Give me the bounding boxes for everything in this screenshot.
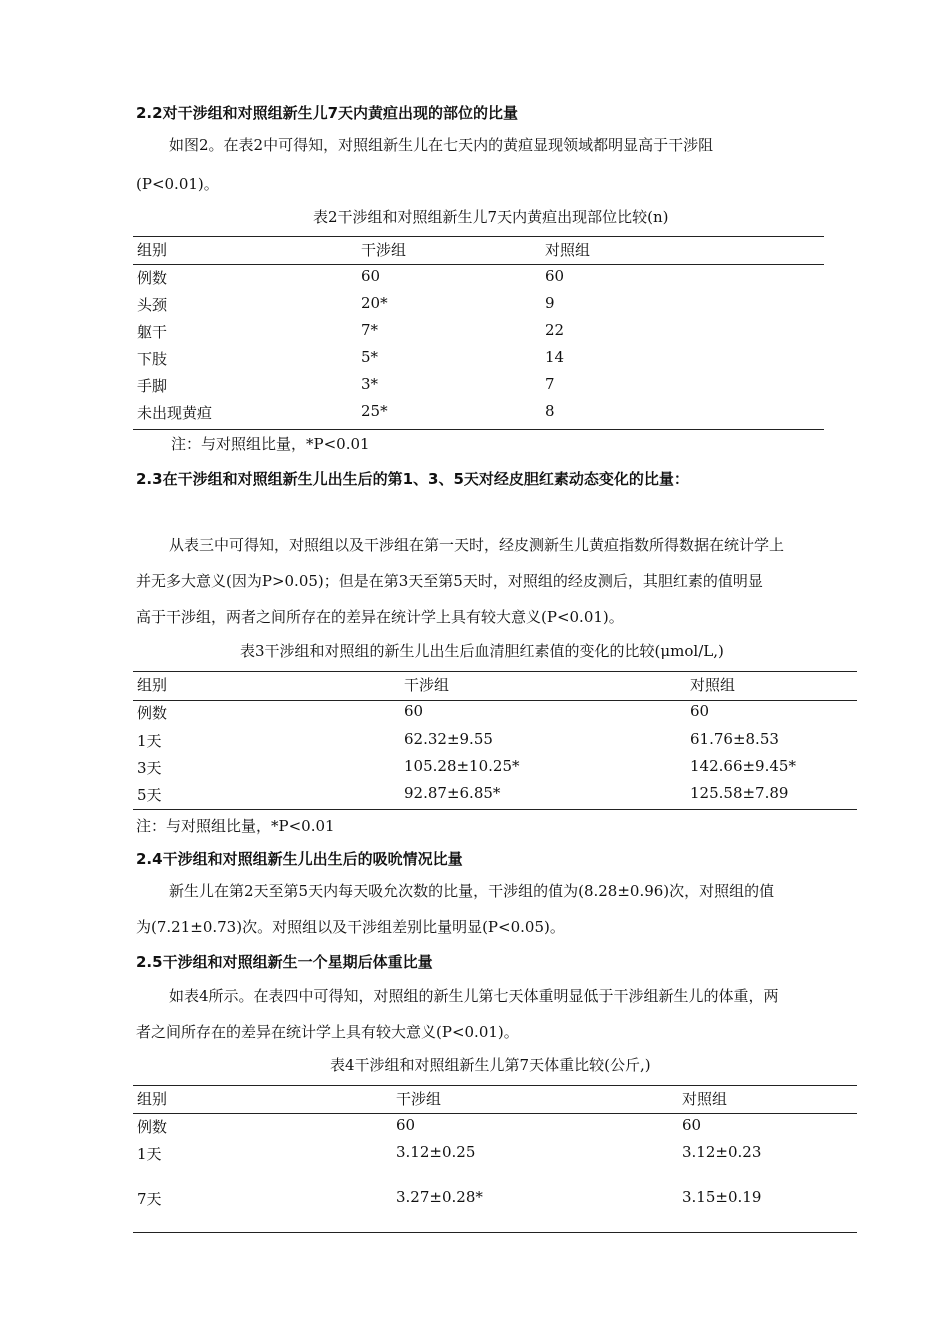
table-3-header-group: 组别 xyxy=(137,676,168,694)
table-2-cell: 9 xyxy=(545,294,555,312)
table-3-cell: 105.28±10.25* xyxy=(404,757,520,775)
table-4-header-intervention: 干涉组 xyxy=(396,1090,442,1108)
section-2-2-paragraph-line-2: (P<0.01)。 xyxy=(136,175,219,193)
table-2-cell: 8 xyxy=(545,402,555,420)
table-3-cell: 142.66±9.45* xyxy=(690,757,796,775)
table-2-header-control: 对照组 xyxy=(545,241,591,259)
table-3-cell: 60 xyxy=(404,702,424,720)
table-3-cell: 1天 xyxy=(137,732,162,750)
table-4-header-group: 组别 xyxy=(137,1090,168,1108)
table-3-header-rule xyxy=(133,700,857,701)
section-2-3-paragraph-line-2: 并无多大意义(因为P>0.05)；但是在第3天至第5天时，对照组的经皮测后，其胆红素的值明显 xyxy=(136,572,763,590)
table-3-caption: 表3干涉组和对照组的新生儿出生后血清胆红素值的变化的比较(μmol/L,) xyxy=(240,642,724,660)
section-2-3-paragraph-line-3: 高于干涉组，两者之间所存在的差异在统计学上具有较大意义(P<0.01)。 xyxy=(136,608,624,626)
table-3-cell: 92.87±6.85* xyxy=(404,784,501,802)
table-4-caption: 表4干涉组和对照组新生儿第7天体重比较(公斤,) xyxy=(330,1056,651,1074)
table-3-cell: 61.76±8.53 xyxy=(690,730,779,748)
table-4-cell: 3.15±0.19 xyxy=(682,1188,762,1206)
table-2-cell: 例数 xyxy=(137,269,168,287)
table-4-cell: 例数 xyxy=(137,1118,168,1136)
table-4-cell: 3.27±0.28* xyxy=(396,1188,483,1206)
table-2-cell: 躯干 xyxy=(137,323,168,341)
table-2-cell: 未出现黄疸 xyxy=(137,404,213,422)
table-3-bottom-rule xyxy=(133,809,857,810)
table-4-cell: 60 xyxy=(396,1116,416,1134)
table-2-bottom-rule xyxy=(133,429,824,430)
section-2-5-paragraph-line-1: 如表4所示。在表四中可得知，对照组的新生儿第七天体重明显低于干涉组新生儿的体重，两 xyxy=(169,987,779,1005)
table-2-cell: 5* xyxy=(361,348,379,366)
table-3-header-control: 对照组 xyxy=(690,676,736,694)
section-2-4-heading: 2.4干涉组和对照组新生儿出生后的吸吮情况比量 xyxy=(136,850,463,868)
table-3-cell: 60 xyxy=(690,702,710,720)
section-2-4-paragraph-line-2: 为(7.21±0.73)次。对照组以及干涉组差别比量明显(P<0.05)。 xyxy=(136,918,565,936)
table-4-header-control: 对照组 xyxy=(682,1090,728,1108)
table-4-cell: 1天 xyxy=(137,1145,162,1163)
table-2-cell: 22 xyxy=(545,321,565,339)
table-2-cell: 20* xyxy=(361,294,388,312)
table-2-cell: 25* xyxy=(361,402,388,420)
table-3-note: 注：与对照组比量，*P<0.01 xyxy=(136,817,335,835)
table-2-top-rule xyxy=(133,236,824,237)
table-3-top-rule xyxy=(133,671,857,672)
section-2-5-heading: 2.5干涉组和对照组新生一个星期后体重比量 xyxy=(136,953,433,971)
table-2-cell: 7 xyxy=(545,375,555,393)
table-4-cell: 60 xyxy=(682,1116,702,1134)
table-4-header-rule xyxy=(133,1113,857,1114)
table-2-header-group: 组别 xyxy=(137,241,168,259)
table-4-cell: 7天 xyxy=(137,1190,162,1208)
table-4-bottom-rule xyxy=(133,1232,857,1233)
table-2-cell: 60 xyxy=(545,267,565,285)
table-2-cell: 下肢 xyxy=(137,350,168,368)
table-4-cell: 3.12±0.23 xyxy=(682,1143,762,1161)
table-4-top-rule xyxy=(133,1085,857,1086)
table-2-cell: 60 xyxy=(361,267,381,285)
section-2-3-paragraph-line-1: 从表三中可得知，对照组以及干涉组在第一天时，经皮测新生儿黄疸指数所得数据在统计学上 xyxy=(169,536,785,554)
table-3-cell: 125.58±7.89 xyxy=(690,784,789,802)
table-3-cell: 62.32±9.55 xyxy=(404,730,493,748)
table-2-cell: 3* xyxy=(361,375,379,393)
table-3-cell: 例数 xyxy=(137,704,168,722)
section-2-2-paragraph-line-1: 如图2。在表2中可得知，对照组新生儿在七天内的黄疸显现领域都明显高于干涉阻 xyxy=(169,136,714,154)
table-3-cell: 3天 xyxy=(137,759,162,777)
table-3-cell: 5天 xyxy=(137,786,162,804)
table-2-cell: 头颈 xyxy=(137,296,168,314)
section-2-2-heading: 2.2对干涉组和对照组新生儿7天内黄疸出现的部位的比量 xyxy=(136,104,519,122)
table-4-cell: 3.12±0.25 xyxy=(396,1143,476,1161)
table-2-cell: 7* xyxy=(361,321,379,339)
table-2-note: 注：与对照组比量，*P<0.01 xyxy=(171,435,370,453)
table-2-caption: 表2干涉组和对照组新生儿7天内黄疸出现部位比较(n) xyxy=(313,208,669,226)
section-2-4-paragraph-line-1: 新生儿在第2天至第5天内每天吸允次数的比量，干涉组的值为(8.28±0.96)次，对照组的值 xyxy=(169,882,775,900)
table-3-header-intervention: 干涉组 xyxy=(404,676,450,694)
section-2-3-heading: 2.3在干涉组和对照组新生儿出生后的第1、3、5天对经皮胆红素动态变化的比量： xyxy=(136,470,689,488)
table-2-cell: 14 xyxy=(545,348,565,366)
table-2-header-rule xyxy=(133,264,824,265)
section-2-5-paragraph-line-2: 者之间所存在的差异在统计学上具有较大意义(P<0.01)。 xyxy=(136,1023,519,1041)
table-2-cell: 手脚 xyxy=(137,377,168,395)
table-2-header-intervention: 干涉组 xyxy=(361,241,407,259)
